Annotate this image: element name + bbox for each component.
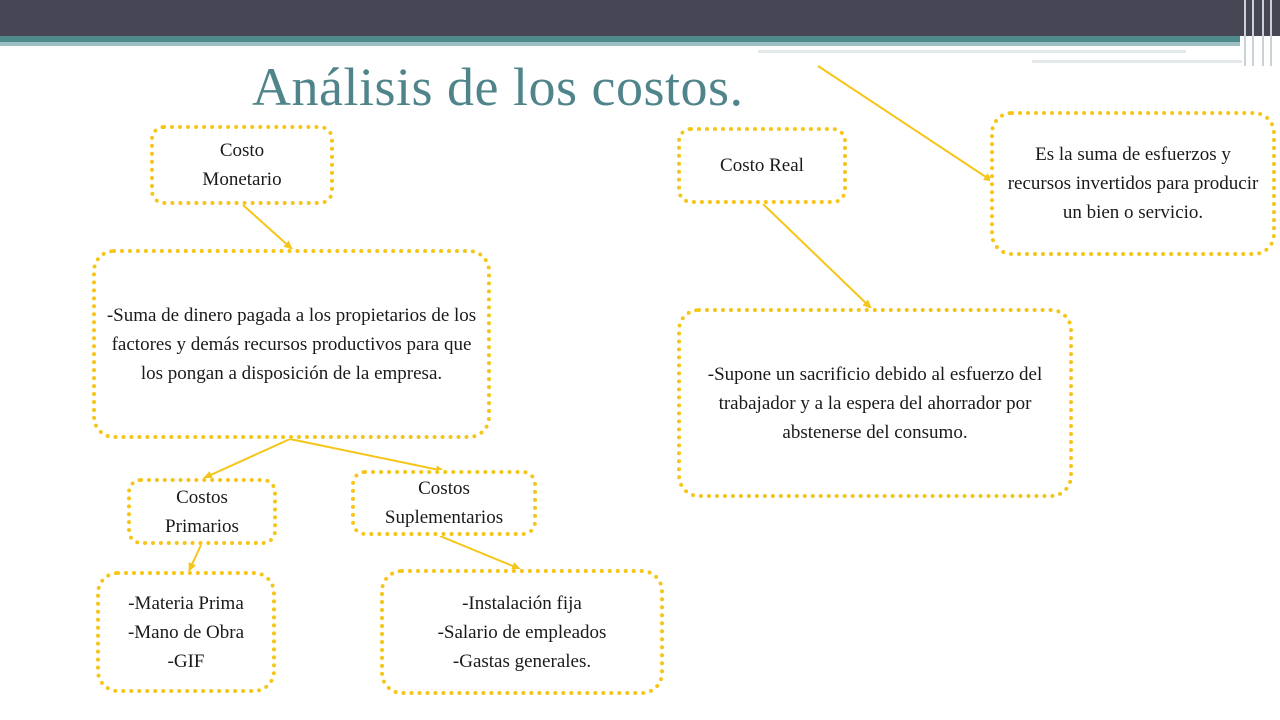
arrow-real-to-def [763, 204, 871, 308]
node-def-monetario-text: -Suma de dinero pagada a los propietarios de los factores y demás recursos productivos para que los pongan a disposición de la empresa. [106, 304, 477, 384]
arrow-monetario-to-def [243, 205, 292, 249]
node-suplementarios-items [380, 569, 664, 695]
list-item: -Materia Prima [128, 592, 244, 614]
list-item: -Mano de Obra [127, 621, 245, 643]
node-costos-suplementarios [351, 470, 537, 536]
node-costo-real-label: Costo Real [720, 155, 804, 176]
node-costos-suplementarios-label: Costos Suplementarios [384, 478, 504, 528]
list-item: -Instalación fija [462, 592, 582, 614]
node-def-costo [990, 111, 1276, 256]
node-def-costo-text: Es la suma de esfuerzos y recursos invertidos para producir un bien o servicio. [1007, 144, 1259, 223]
list-item: -Gastas generales. [452, 650, 592, 672]
slide-title: Análisis de los costos. [252, 57, 744, 117]
arrow-def-to-primarios [204, 439, 290, 478]
arrow-def-to-suplementarios [290, 439, 444, 471]
arrow-suplementarios-to-items [440, 536, 520, 569]
node-costo-real [677, 127, 847, 204]
node-def-real [677, 308, 1073, 498]
node-costos-primarios [127, 478, 277, 545]
list-item: -GIF [167, 650, 205, 672]
list-item: -Salario de empleados [437, 621, 607, 643]
node-def-real-text: -Supone un sacrificio debido al esfuerzo del trabajador y a la espera del ahorrador por abstenerse del consumo. [707, 363, 1043, 443]
node-costo-monetario-label: Costo Monetario [202, 140, 282, 190]
node-primarios-items [96, 571, 276, 693]
node-costos-primarios-label: Costos Primarios [165, 486, 239, 537]
node-def-monetario [92, 249, 491, 439]
node-costo-monetario [150, 125, 334, 205]
arrow-primarios-to-items [189, 545, 201, 571]
